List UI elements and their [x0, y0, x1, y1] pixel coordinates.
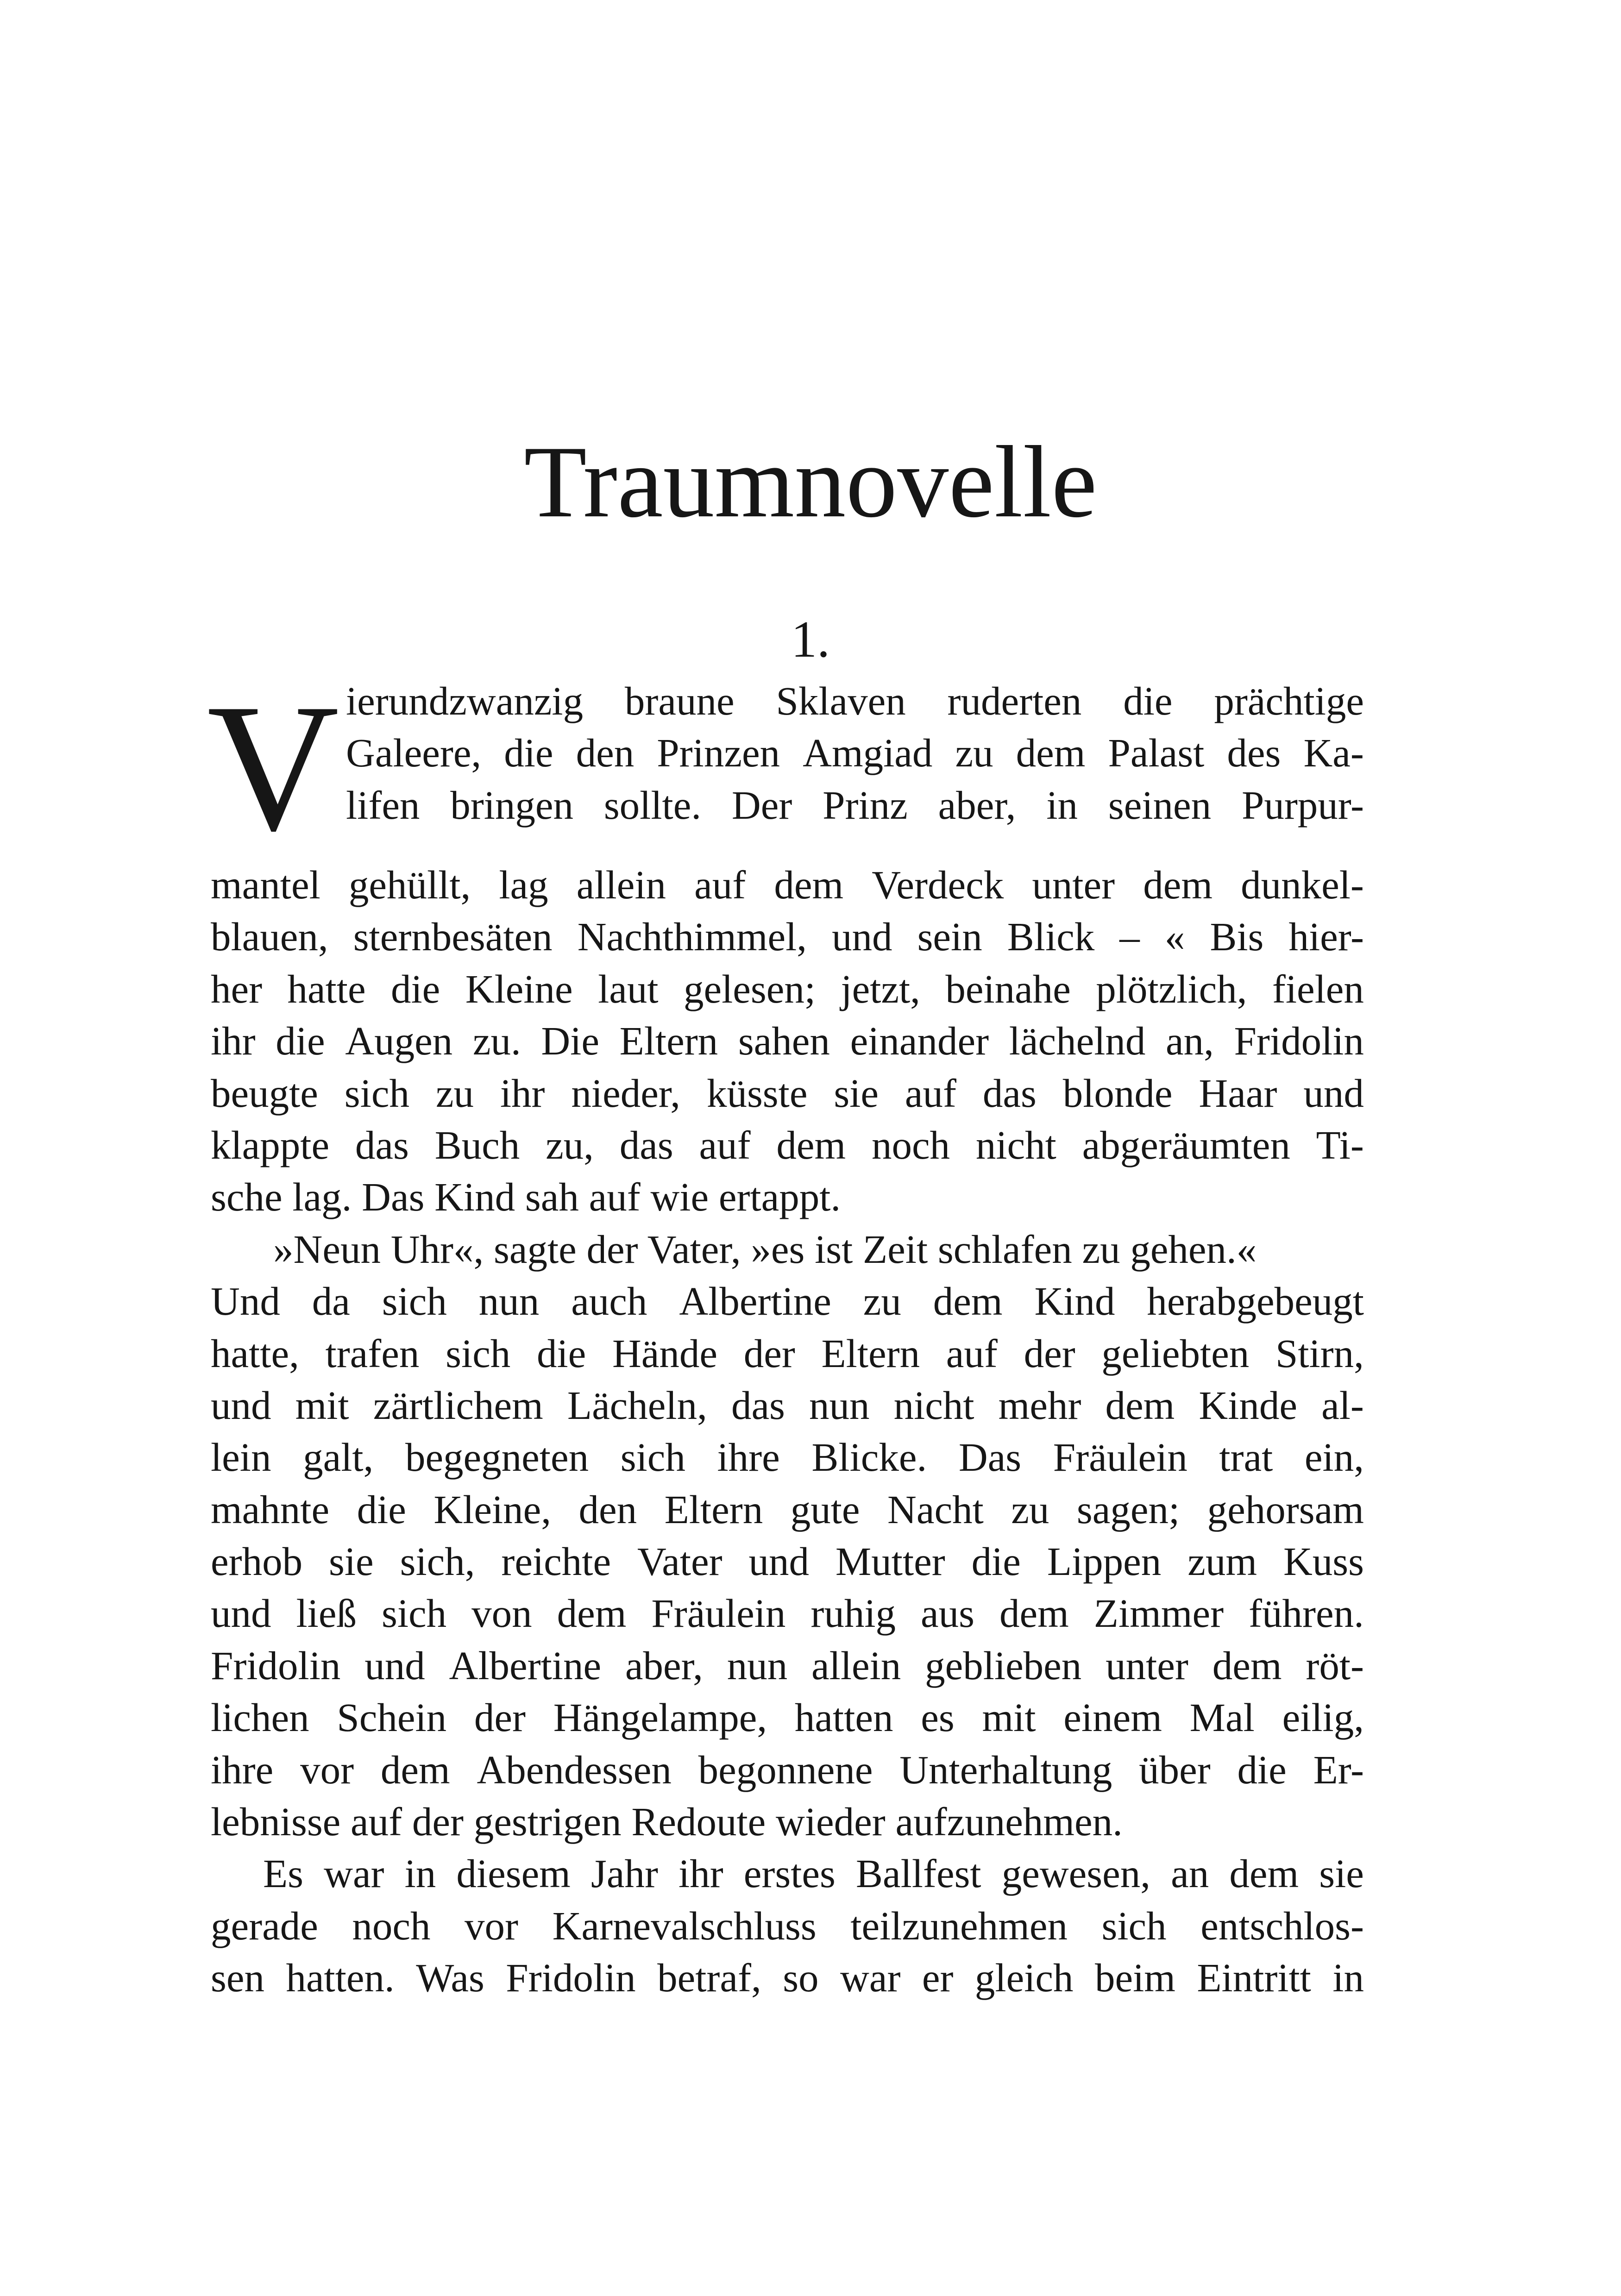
word: das — [619, 1122, 673, 1167]
text-line — [346, 779, 1364, 831]
word: des — [1227, 730, 1281, 776]
text-line — [211, 1692, 1364, 1744]
word: ihr — [679, 1851, 723, 1896]
text-line — [211, 1848, 1364, 1900]
word: zu — [1011, 1487, 1049, 1532]
word: sich, — [400, 1539, 475, 1584]
word: Sklaven — [776, 678, 906, 723]
word: allein — [811, 1643, 901, 1688]
word: ruhig — [810, 1591, 896, 1636]
word: Kinde — [1199, 1382, 1298, 1428]
word: unter — [1106, 1643, 1188, 1688]
word: ierundzwanzig — [346, 678, 584, 723]
word: Buch — [434, 1122, 520, 1167]
word: war — [840, 1955, 901, 2001]
word: plötzlich, — [1096, 966, 1247, 1011]
word: auch — [571, 1279, 647, 1324]
word: Fräulein — [651, 1591, 786, 1636]
word: es — [921, 1695, 955, 1740]
word: allein — [576, 862, 666, 907]
word: sich — [620, 1435, 685, 1480]
text-line — [211, 1067, 1364, 1119]
word: Hängelampe, — [553, 1695, 767, 1740]
word: und — [364, 1643, 425, 1688]
word: blauen, — [211, 914, 328, 960]
word: hatten — [794, 1695, 893, 1740]
word: die — [971, 1539, 1021, 1584]
text-line — [211, 1587, 1364, 1639]
word: mantel — [211, 862, 320, 907]
word: und — [1303, 1070, 1364, 1116]
chapter-number: 1. — [791, 611, 830, 668]
text-line — [211, 963, 1364, 1015]
word: Galeere, — [346, 730, 482, 776]
page-title: Traumnovelle — [524, 425, 1097, 539]
word: noch — [871, 1122, 950, 1167]
word: gute — [790, 1487, 860, 1532]
word: klappte — [211, 1122, 330, 1167]
word: trafen — [325, 1330, 420, 1376]
word: ihre — [211, 1747, 274, 1792]
word: zärtlichem — [373, 1382, 543, 1428]
word: Ti- — [1316, 1122, 1364, 1167]
word: der — [1024, 1330, 1075, 1376]
word: Nacht — [887, 1487, 984, 1532]
word: Blick — [1007, 914, 1095, 960]
word: die — [391, 966, 440, 1011]
text-line — [211, 1119, 1364, 1171]
drop-cap: V — [207, 666, 339, 869]
word: die — [276, 1018, 325, 1064]
word: al- — [1321, 1382, 1364, 1428]
word: ihr — [211, 1018, 256, 1064]
word: aber, — [625, 1643, 703, 1688]
text-line: lebnisse auf der gestrigen Redoute wieder aufzunehmen. — [211, 1799, 1123, 1844]
word: trat — [1219, 1435, 1273, 1480]
word: Zimmer — [1093, 1591, 1224, 1636]
word: dem — [1016, 730, 1086, 776]
word: sternbesäten — [353, 914, 553, 960]
word: beim — [1094, 1955, 1175, 2001]
word: sich — [381, 1591, 447, 1636]
word: an, — [1166, 1018, 1214, 1064]
word: gehorsam — [1207, 1487, 1364, 1532]
word: von — [471, 1591, 532, 1636]
word: – — [1119, 914, 1140, 960]
word: eilig, — [1282, 1695, 1364, 1740]
word: Palast — [1108, 730, 1205, 776]
word: seinen — [1108, 782, 1212, 828]
word: an — [1171, 1851, 1209, 1896]
word: in — [1046, 782, 1078, 828]
word: Jahr — [591, 1851, 658, 1896]
word: dem — [1105, 1382, 1175, 1428]
word: da — [312, 1279, 350, 1324]
word: geblieben — [925, 1643, 1082, 1688]
word: Es — [263, 1851, 303, 1896]
text-line — [211, 1536, 1364, 1587]
body-text — [207, 666, 1364, 2004]
word: unter — [1032, 862, 1115, 907]
text-line — [211, 1380, 1364, 1431]
word: das — [355, 1122, 409, 1167]
word: dem — [933, 1279, 1003, 1324]
word: ein, — [1304, 1435, 1364, 1480]
text-line — [211, 1744, 1364, 1796]
word: in — [404, 1851, 436, 1896]
word: dem — [999, 1591, 1069, 1636]
word: Ka- — [1303, 730, 1364, 776]
word: ruderten — [947, 678, 1082, 723]
word: Karnevalschluss — [552, 1903, 817, 1948]
word: auf — [699, 1122, 751, 1167]
word: führen. — [1249, 1591, 1364, 1636]
text-line — [211, 1275, 1364, 1327]
word: lifen — [346, 782, 420, 828]
word: Nachthimmel, — [577, 914, 807, 960]
word: der — [474, 1695, 526, 1740]
word: begonnene — [698, 1747, 873, 1792]
word: Kleine, — [434, 1487, 552, 1532]
word: der — [743, 1330, 795, 1376]
word: küsste — [706, 1070, 808, 1116]
word: Lächeln, — [567, 1382, 707, 1428]
word: blonde — [1062, 1070, 1173, 1116]
word: braune — [624, 678, 735, 723]
word: Lippen — [1047, 1539, 1162, 1584]
word: sie — [834, 1070, 879, 1116]
word: lein — [211, 1435, 271, 1480]
word: Eintritt — [1197, 1955, 1311, 2001]
word: und — [211, 1382, 271, 1428]
word: sie — [1319, 1851, 1364, 1896]
word: und — [748, 1539, 809, 1584]
word: sich — [446, 1330, 511, 1376]
word: die — [1123, 678, 1173, 723]
word: Ballfest — [856, 1851, 981, 1896]
word: gelesen; — [683, 966, 816, 1011]
word: zu, — [546, 1122, 594, 1167]
word: sich — [344, 1070, 409, 1116]
word: hatte, — [211, 1330, 299, 1376]
word: « — [1164, 914, 1185, 960]
word: erhob — [211, 1539, 303, 1584]
word: Fridolin — [211, 1643, 341, 1688]
word: bringen — [450, 782, 574, 828]
word: begegneten — [405, 1435, 589, 1480]
word: Haar — [1199, 1070, 1277, 1116]
word: gewesen, — [1001, 1851, 1150, 1896]
word: Schein — [337, 1695, 447, 1740]
word: mahnte — [211, 1487, 330, 1532]
text-line: »Neun Uhr«, sagte der Vater, »es ist Zeit schlafen zu gehen.« — [273, 1226, 1257, 1272]
word: entschlos- — [1200, 1903, 1364, 1948]
word: Er- — [1313, 1747, 1364, 1792]
word: zu — [955, 730, 993, 776]
word: Kuss — [1283, 1539, 1364, 1584]
word: nun — [809, 1382, 870, 1428]
word: Fräulein — [1053, 1435, 1187, 1480]
word: beinahe — [945, 966, 1071, 1011]
word: auf — [694, 862, 746, 907]
word: Blicke. — [811, 1435, 927, 1480]
word: den — [578, 1487, 637, 1532]
word: laut — [598, 966, 659, 1011]
word: lächelnd — [1009, 1018, 1146, 1064]
word: Fridolin — [1234, 1018, 1364, 1064]
word: über — [1139, 1747, 1211, 1792]
word: betraf, — [657, 1955, 761, 2001]
word: her — [211, 966, 263, 1011]
word: ihr — [500, 1070, 545, 1116]
text-line — [346, 675, 1364, 727]
word: Unterhaltung — [899, 1747, 1112, 1792]
word: Prinz — [823, 782, 908, 828]
word: Albertine — [449, 1643, 602, 1688]
word: war — [324, 1851, 384, 1896]
word: Mal — [1189, 1695, 1255, 1740]
word: Augen — [345, 1018, 453, 1064]
word: dem — [1229, 1851, 1299, 1896]
word: auf — [905, 1070, 956, 1116]
word: er — [922, 1955, 954, 2001]
word: die — [357, 1487, 406, 1532]
word: zum — [1187, 1539, 1257, 1584]
word: nun — [727, 1643, 788, 1688]
word: nun — [478, 1279, 540, 1324]
word: hatte — [287, 966, 366, 1011]
word: die — [536, 1330, 586, 1376]
word: Mutter — [835, 1539, 945, 1584]
word: und — [211, 1591, 271, 1636]
word: auf — [946, 1330, 998, 1376]
word: Vater — [637, 1539, 723, 1584]
word: dem — [774, 862, 844, 907]
word: dem — [776, 1122, 846, 1167]
word: gerade — [211, 1903, 318, 1948]
word: beugte — [211, 1070, 318, 1116]
word: mehr — [998, 1382, 1081, 1428]
word: abgeräumten — [1082, 1122, 1290, 1167]
text-line — [211, 911, 1364, 963]
text-line: sche lag. Das Kind sah auf wie ertappt. — [211, 1174, 841, 1220]
word: diesem — [456, 1851, 571, 1896]
word: Das — [958, 1435, 1022, 1480]
text-line — [346, 727, 1364, 779]
text-line — [211, 859, 1364, 911]
word: in — [1332, 1955, 1364, 2001]
word: geliebten — [1101, 1330, 1250, 1376]
word: gleich — [974, 1955, 1074, 2001]
word: aber, — [938, 782, 1016, 828]
word: Die — [541, 1018, 599, 1064]
word: das — [982, 1070, 1037, 1116]
word: prächtige — [1214, 678, 1364, 723]
word: sahen — [738, 1018, 830, 1064]
dropcap-lines — [346, 675, 1364, 859]
word: nicht — [975, 1122, 1056, 1167]
word: Eltern — [619, 1018, 718, 1064]
word: mit — [982, 1695, 1036, 1740]
word: und — [832, 914, 892, 960]
word: galt, — [303, 1435, 374, 1480]
word: Kleine — [465, 966, 573, 1011]
word: Abendessen — [477, 1747, 672, 1792]
word: gehüllt, — [348, 862, 471, 907]
word: dem — [1212, 1643, 1282, 1688]
text-line — [211, 1431, 1364, 1483]
word: den — [576, 730, 635, 776]
word: lag — [499, 862, 548, 907]
word: so — [783, 1955, 819, 2001]
word: sollte. — [603, 782, 702, 828]
word: Was — [416, 1955, 484, 2001]
text-line — [211, 1484, 1364, 1536]
word: dem — [380, 1747, 450, 1792]
word: ließ — [296, 1591, 357, 1636]
word: jetzt, — [841, 966, 920, 1011]
word: sie — [329, 1539, 374, 1584]
word: ihre — [717, 1435, 780, 1480]
word: sagen; — [1076, 1487, 1180, 1532]
word: zu — [435, 1070, 474, 1116]
text-line — [211, 1015, 1364, 1067]
word: dem — [557, 1591, 627, 1636]
word: Der — [731, 782, 792, 828]
word: hier- — [1288, 914, 1364, 960]
word: teilzunehmen — [850, 1903, 1068, 1948]
text-line — [211, 1952, 1364, 2004]
word: das — [731, 1382, 785, 1428]
word: dem — [1143, 862, 1213, 907]
word: dunkel- — [1241, 862, 1364, 907]
word: Und — [211, 1279, 280, 1324]
word: Eltern — [664, 1487, 763, 1532]
word: Verdeck — [872, 862, 1004, 907]
word: Purpur- — [1241, 782, 1364, 828]
paragraph-1 — [207, 666, 1364, 869]
word: nieder, — [571, 1070, 681, 1116]
word: herabgebeugt — [1147, 1279, 1364, 1324]
word: röt- — [1306, 1643, 1364, 1688]
word: mit — [295, 1382, 349, 1428]
word: erstes — [743, 1851, 836, 1896]
word: aus — [921, 1591, 974, 1636]
word: Bis — [1210, 914, 1264, 960]
word: Eltern — [821, 1330, 920, 1376]
word: nicht — [893, 1382, 974, 1428]
word: vor — [465, 1903, 519, 1948]
word: reichte — [501, 1539, 611, 1584]
word: einander — [850, 1018, 989, 1064]
word: sich — [1101, 1903, 1167, 1948]
word: zu. — [472, 1018, 521, 1064]
word: noch — [352, 1903, 431, 1948]
word: sich — [382, 1279, 447, 1324]
word: sein — [917, 914, 982, 960]
word: hatten. — [286, 1955, 395, 2001]
word: einem — [1063, 1695, 1162, 1740]
word: zu — [863, 1279, 901, 1324]
word: vor — [300, 1747, 354, 1792]
word: sen — [211, 1955, 264, 2001]
word: Amgiad — [803, 730, 933, 776]
word: die — [1237, 1747, 1287, 1792]
word: Kind — [1034, 1279, 1115, 1324]
text-line — [211, 1900, 1364, 1952]
word: fielen — [1272, 966, 1364, 1011]
word: die — [504, 730, 553, 776]
text-line — [211, 1640, 1364, 1692]
word: lichen — [211, 1695, 309, 1740]
text-line — [211, 1328, 1364, 1380]
word: Prinzen — [657, 730, 780, 776]
word: Albertine — [679, 1279, 831, 1324]
word: Fridolin — [506, 1955, 636, 2001]
word: Hände — [612, 1330, 718, 1376]
word: Stirn, — [1275, 1330, 1364, 1376]
